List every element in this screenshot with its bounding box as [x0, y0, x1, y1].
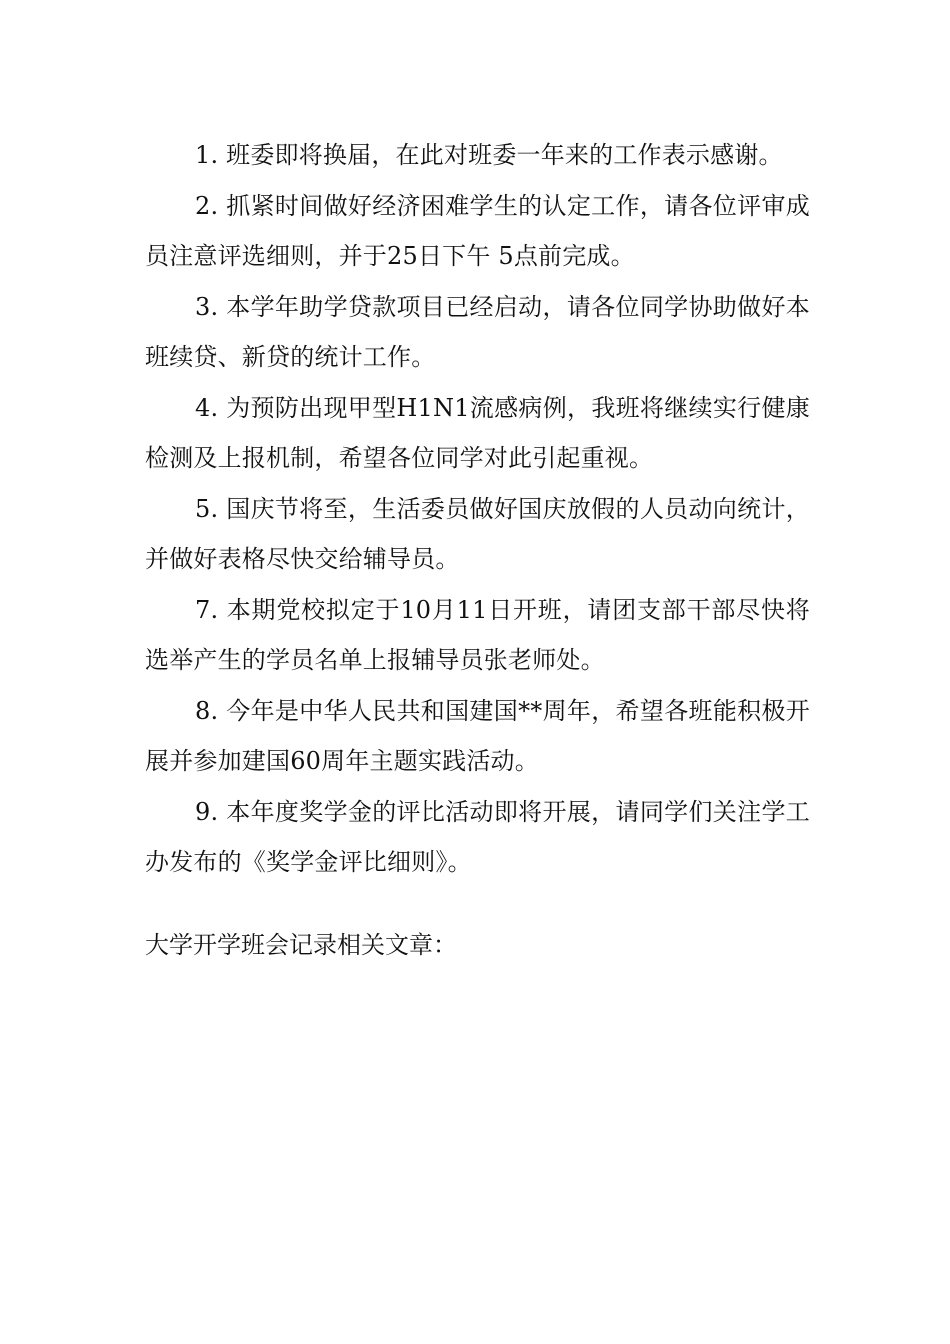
related-articles-heading: 大学开学班会记录相关文章： — [145, 931, 457, 959]
notice-item-2: 2. 抓紧时间做好经济困难学生的认定工作，请各位评审成员注意评选细则，并于25日下午 5点前完成。 — [145, 191, 810, 270]
notice-item-3: 3. 本学年助学贷款项目已经启动，请各位同学协助做好本班续贷、新贷的统计工作。 — [145, 292, 810, 371]
notice-item-8: 8. 今年是中华人民共和国建国**周年，希望各班能积极开展并参加建国60周年主题实践活动。 — [145, 696, 810, 775]
notice-item-7: 7. 本期党校拟定于10月11日开班，请团支部干部尽快将选举产生的学员名单上报辅导员张老师处。 — [145, 595, 810, 674]
notice-item-4: 4. 为预防出现甲型H1N1流感病例，我班将继续实行健康检测及上报机制，希望各位同学对此引起重视。 — [145, 393, 810, 472]
notice-list — [145, 130, 810, 888]
notice-item-5: 5. 国庆节将至，生活委员做好国庆放假的人员动向统计，并做好表格尽快交给辅导员。 — [145, 494, 810, 573]
notice-item-9: 9. 本年度奖学金的评比活动即将开展，请同学们关注学工办发布的《奖学金评比细则》。 — [145, 797, 810, 876]
notice-item-1: 1. 班委即将换届，在此对班委一年来的工作表示感谢。 — [195, 141, 783, 169]
